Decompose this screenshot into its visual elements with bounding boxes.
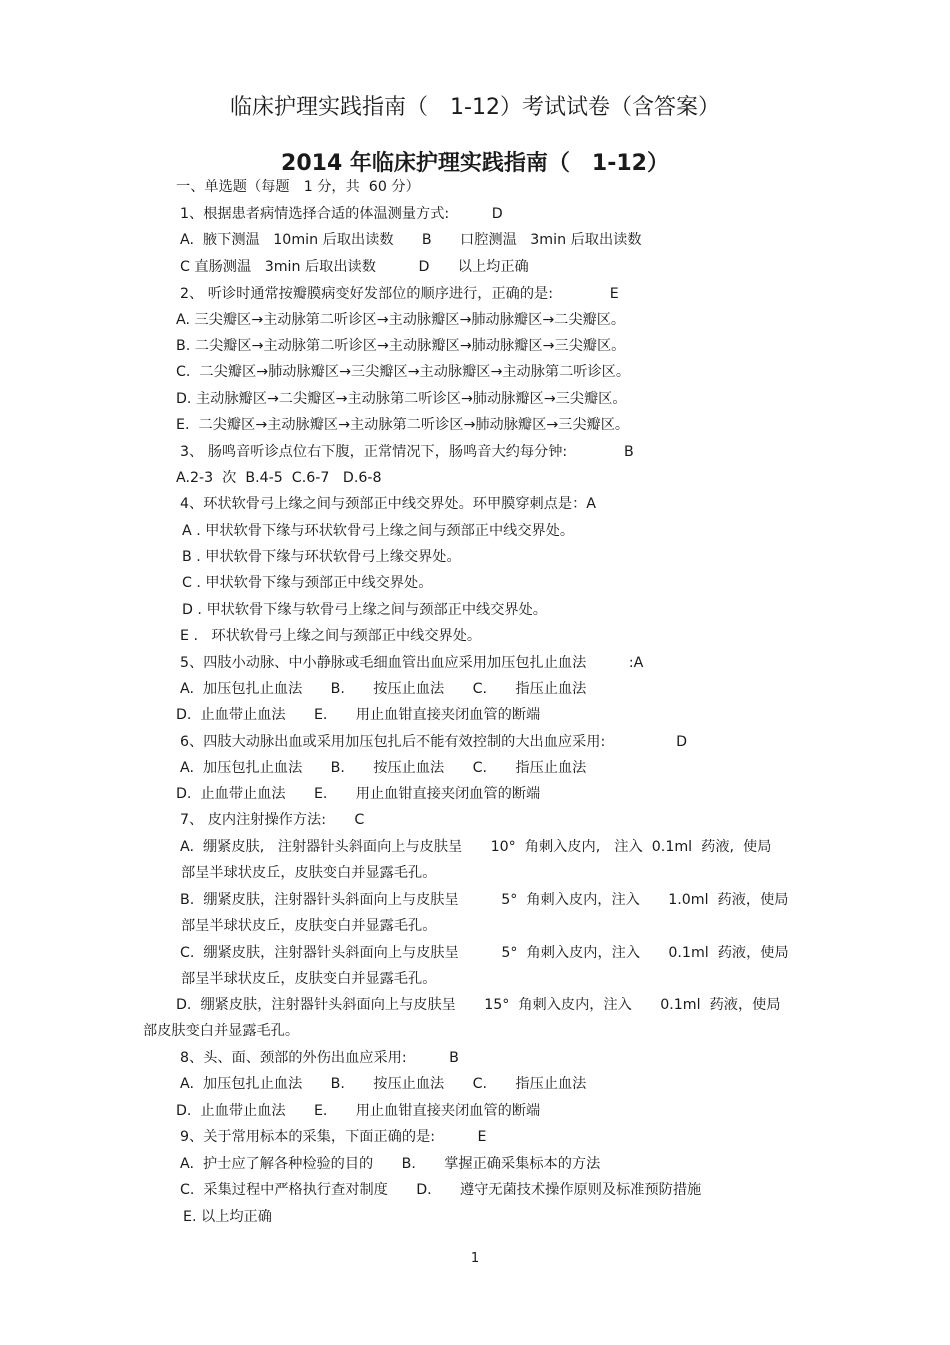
- question-line: A.2-3 次 B.4-5 C.6-7 D.6-8: [176, 470, 382, 486]
- question-line: 部呈半球状皮丘，皮肤变白并显露毛孔。: [181, 865, 437, 881]
- question-line: C. 二尖瓣区→肺动脉瓣区→三尖瓣区→主动脉瓣区→主动脉第二听诊区。: [176, 364, 631, 380]
- question-line: D. 绷紧皮肤，注射器针头斜面向上与皮肤呈 15° 角刺入皮内，注入 0.1ml 药液，使局: [176, 997, 781, 1013]
- question-line: 6、四肢大动脉出血或采用加压包扎后不能有效控制的大出血应采用: D: [180, 734, 688, 750]
- question-line: C . 甲状软骨下缘与颈部正中线交界处。: [182, 575, 433, 591]
- question-line: D. 止血带止血法 E. 用止血钳直接夹闭血管的断端: [176, 786, 541, 802]
- question-line: A. 加压包扎止血法 B. 按压止血法 C. 指压止血法: [180, 760, 587, 776]
- question-line: 部呈半球状皮丘，皮肤变白并显露毛孔。: [181, 918, 437, 934]
- question-line: 4、环状软骨弓上缘之间与颈部正中线交界处。环甲膜穿刺点是：A: [180, 496, 596, 512]
- document-title: 临床护理实践指南（ 1-12）考试试卷（含答案）: [230, 95, 720, 120]
- question-line: 2、 听诊时通常按瓣膜病变好发部位的顺序进行，正确的是: E: [180, 286, 619, 302]
- question-line: A. 绷紧皮肤, 注射器针头斜面向上与皮肤呈 10° 角刺入皮内, 注入 0.1ml 药液, 使局: [180, 839, 772, 855]
- question-line: A. 加压包扎止血法 B. 按压止血法 C. 指压止血法: [180, 681, 587, 697]
- question-line: D . 甲状软骨下缘与软骨弓上缘之间与颈部正中线交界处。: [182, 602, 547, 618]
- question-line: B. 绷紧皮肤，注射器针头斜面向上与皮肤呈 5° 角刺入皮内，注入 1.0ml 药液，使局: [180, 892, 789, 908]
- question-line: 9、关于常用标本的采集，下面正确的是: E: [180, 1129, 487, 1145]
- question-line: A . 甲状软骨下缘与环状软骨弓上缘之间与颈部正中线交界处。: [182, 523, 575, 539]
- question-line: B. 二尖瓣区→主动脉第二听诊区→主动脉瓣区→肺动脉瓣区→三尖瓣区。: [176, 338, 626, 354]
- question-line: E. 以上均正确: [183, 1209, 272, 1225]
- question-line: B . 甲状软骨下缘与环状软骨弓上缘交界处。: [182, 549, 461, 565]
- question-line: D. 止血带止血法 E. 用止血钳直接夹闭血管的断端: [176, 707, 541, 723]
- question-line: C. 采集过程中严格执行查对制度 D. 遵守无菌技术操作原则及标准预防措施: [180, 1182, 702, 1198]
- question-line: 3、 肠鸣音听诊点位右下腹，正常情况下，肠鸣音大约每分钟: B: [180, 444, 634, 460]
- question-line: C 直肠测温 3min 后取出读数 D 以上均正确: [180, 259, 529, 275]
- question-line: 1、根据患者病情选择合适的体温测量方式: D: [180, 206, 503, 222]
- section-heading: 一、单选题（每题 1 分，共 60 分）: [176, 179, 420, 195]
- question-line: A. 加压包扎止血法 B. 按压止血法 C. 指压止血法: [180, 1076, 587, 1092]
- question-line: 部呈半球状皮丘，皮肤变白并显露毛孔。: [181, 971, 437, 987]
- question-line: D. 主动脉瓣区→二尖瓣区→主动脉第二听诊区→肺动脉瓣区→三尖瓣区。: [176, 391, 627, 407]
- question-line: E . 环状软骨弓上缘之间与颈部正中线交界处。: [180, 628, 482, 644]
- question-line: 部皮肤变白并显露毛孔。: [143, 1023, 300, 1039]
- question-line: D. 止血带止血法 E. 用止血钳直接夹闭血管的断端: [176, 1103, 541, 1119]
- question-line: 8、头、面、颈部的外伤出血应采用: B: [180, 1050, 459, 1066]
- document-subtitle: 2014 年临床护理实践指南（ 1-12）: [281, 151, 669, 176]
- question-line: E. 二尖瓣区→主动脉瓣区→主动脉第二听诊区→肺动脉瓣区→三尖瓣区。: [176, 417, 630, 433]
- question-line: A. 三尖瓣区→主动脉第二听诊区→主动脉瓣区→肺动脉瓣区→二尖瓣区。: [176, 312, 626, 328]
- question-line: 5、四肢小动脉、中小静脉或毛细血管出血应采用加压包扎止血法 :A: [180, 655, 644, 671]
- question-line: A. 护士应了解各种检验的目的 B. 掌握正确采集标本的方法: [180, 1156, 601, 1172]
- question-line: C. 绷紧皮肤，注射器针头斜面向上与皮肤呈 5° 角刺入皮内，注入 0.1ml 药液，使局: [180, 945, 789, 961]
- question-line: 7、 皮内注射操作方法: C: [180, 812, 365, 828]
- page-number: 1: [470, 1251, 480, 1266]
- question-line: A. 腋下测温 10min 后取出读数 B 口腔测温 3min 后取出读数: [180, 232, 642, 248]
